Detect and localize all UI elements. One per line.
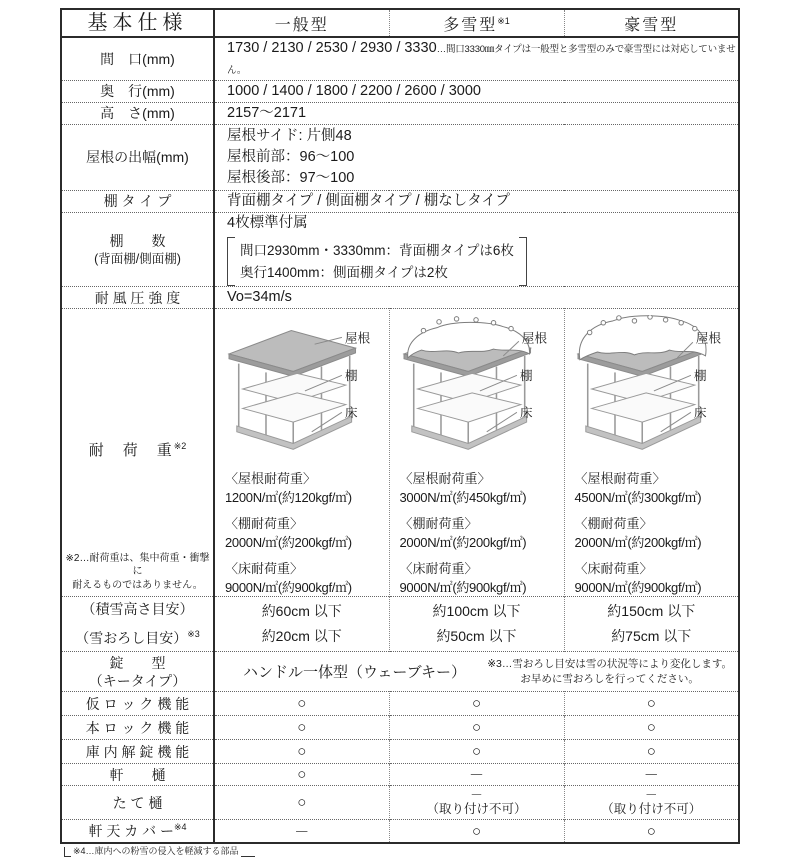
footnote-connector-icon [64, 847, 71, 857]
shed-drawing [229, 331, 356, 450]
row-vertical-gutter [61, 786, 739, 820]
shed-illustration-gosetsu [567, 315, 735, 461]
callout-floor-label: 床 [694, 406, 707, 421]
vertical-gutter-dash: － [470, 788, 483, 803]
snow-cell-general [214, 597, 389, 652]
row-roof-overhang [61, 125, 739, 191]
callout-roof-label: 屋根 [344, 331, 370, 346]
soffit-cover-gosetsu: ○ [564, 820, 739, 843]
row-shelf-count-value [214, 213, 739, 287]
callout-shelf-label: 棚 [519, 369, 532, 384]
inside-unlock-gosetsu: ○ [564, 740, 739, 764]
roof-load-value: 4500N/㎡(約300kgf/㎡) [574, 490, 702, 506]
roof-load-value: 1200N/㎡(約120kgf/㎡) [225, 490, 352, 506]
row-roof-overhang-label: 屋根の出幅(mm) [61, 125, 214, 191]
roof-load-heading: 〈屋根耐荷重〉 [225, 471, 317, 487]
row-eaves-gutter [61, 764, 739, 786]
temp-lock-gosetsu: ○ [564, 692, 739, 716]
row-height-value: 2157～2171 [227, 105, 307, 122]
footnote-3-line2: お早めに雪おろしを行ってください。 [520, 672, 699, 685]
snow-height-value: 約150cm 以下 [607, 603, 696, 620]
shelf-count-label-main: 棚 数 [109, 233, 166, 250]
temp-lock-general: ○ [297, 695, 307, 713]
row-shelf-count [61, 213, 739, 287]
callout-floor-label: 床 [344, 406, 358, 421]
row-wind-resistance-value: Vo=34m/s [227, 289, 292, 306]
lock-type-value: ハンドル一体型（ウェーブキー） [243, 664, 467, 682]
column-header-tasetsu-label: 多雪型 [443, 16, 498, 34]
spec-table [60, 8, 740, 844]
row-soffit-cover [61, 820, 739, 843]
row-lock-type-label [61, 652, 214, 692]
column-header-tasetsu [389, 9, 564, 37]
row-roof-overhang-value [214, 125, 739, 191]
load-values-gosetsu [565, 468, 739, 596]
soffit-cover-footnote-ref: ※4 [174, 821, 187, 832]
floor-load-heading: 〈床耐荷重〉 [225, 561, 304, 577]
roof-load-value: 3000N/㎡(約450kgf/㎡) [399, 490, 527, 506]
load-bearing-label [62, 441, 213, 461]
snow-height-value: 約60cm 以下 [261, 603, 342, 620]
load-cell-tasetsu [389, 309, 564, 597]
shed-illustration-general [218, 315, 386, 461]
snow-removal-footnote-ref: ※3 [187, 629, 200, 640]
floor-load-value: 9000N/㎡(約900kgf/㎡) [399, 580, 527, 596]
row-wind-resistance-label: 耐 風 圧 強 度 [61, 287, 214, 309]
shelf-load-heading: 〈棚耐荷重〉 [225, 516, 304, 532]
eaves-gutter-general: ○ [297, 766, 307, 784]
vertical-gutter-gosetsu [564, 786, 739, 820]
vertical-gutter-note: （取り付け不可） [426, 801, 527, 816]
load-cell-general [214, 309, 389, 597]
footnote-4 [64, 844, 740, 857]
roof-front-value: 屋根前部：96～100 [227, 149, 355, 166]
row-temp-lock-label: 仮 ロ ッ ク 機 能 [61, 692, 214, 716]
spec-sheet [60, 8, 740, 857]
header-row [61, 9, 739, 37]
floor-load-value: 9000N/㎡(約900kgf/㎡) [225, 580, 352, 596]
row-snow-guideline-label [61, 597, 214, 652]
snow-cell-tasetsu [389, 597, 564, 652]
soffit-cover-label-text: 軒 天 カ バ ー [88, 822, 174, 839]
shelf-load-heading: 〈棚耐荷重〉 [574, 516, 653, 532]
main-lock-tasetsu: ○ [389, 716, 564, 740]
load-bearing-label-text: 耐 荷 重 [88, 442, 174, 460]
load-values-tasetsu [390, 468, 564, 596]
row-inside-unlock [61, 740, 739, 764]
snow-height-label: （積雪高さ目安） [81, 601, 194, 618]
row-soffit-cover-label [61, 820, 214, 843]
shelf-count-exception-2: 奥行1400mm：側面棚タイプは2枚 [240, 264, 448, 280]
row-load-bearing [61, 309, 739, 597]
column-header-general [214, 9, 389, 37]
snow-height-value: 約100cm 以下 [432, 603, 521, 620]
row-shelf-type-label: 棚 タ イ プ [61, 191, 214, 213]
snow-removal-value: 約50cm 以下 [436, 628, 517, 645]
shelf-load-value: 2000N/㎡(約200kgf/㎡) [225, 535, 352, 551]
row-main-lock [61, 716, 739, 740]
shelf-count-standard: 4枚標準付属 [227, 215, 308, 232]
row-width-value [214, 37, 739, 81]
shelf-count-exception-1: 間口2930mm・3330mm：背面棚タイプは6枚 [240, 243, 514, 259]
callout-floor-label: 床 [519, 406, 532, 421]
bracket-right-icon [519, 237, 527, 286]
snow-removal-label [62, 622, 213, 651]
column-header-general-label: 一般型 [274, 16, 329, 34]
vertical-gutter-general: ○ [297, 794, 307, 812]
shelf-load-heading: 〈棚耐荷重〉 [399, 516, 478, 532]
footnote-2 [62, 552, 213, 593]
floor-load-value: 9000N/㎡(約900kgf/㎡) [574, 580, 702, 596]
row-depth-label: 奥 行(mm) [61, 81, 214, 103]
row-eaves-gutter-label: 軒 樋 [61, 764, 214, 786]
snow-removal-value: 約20cm 以下 [261, 628, 342, 645]
row-shelf-type-value: 背面棚タイプ / 側面棚タイプ / 棚なしタイプ [227, 193, 510, 210]
row-depth-value: 1000 / 1400 / 1800 / 2200 / 2600 / 3000 [227, 83, 481, 100]
shed-illustration-tasetsu [393, 315, 561, 461]
row-main-lock-label: 本 ロ ッ ク 機 能 [61, 716, 214, 740]
snow-cell-gosetsu [564, 597, 739, 652]
temp-lock-tasetsu: ○ [389, 692, 564, 716]
bracket-left-icon [227, 237, 235, 286]
row-wind-resistance [61, 287, 739, 309]
soffit-cover-general: － [294, 823, 310, 841]
main-lock-general: ○ [297, 719, 307, 737]
floor-load-heading: 〈床耐荷重〉 [399, 561, 478, 577]
row-lock-type [61, 652, 739, 692]
lock-type-content [215, 655, 738, 688]
callout-shelf-label: 棚 [344, 369, 358, 384]
width-note: …間口3330㎜タイプは一般型と多雪型のみで豪雪型には対応していません。 [227, 44, 736, 77]
shelf-load-value: 2000N/㎡(約200kgf/㎡) [399, 535, 527, 551]
row-snow-guideline [61, 597, 739, 652]
shelf-count-bracket [227, 237, 527, 286]
row-vertical-gutter-label: た て 樋 [61, 786, 214, 820]
roof-load-heading: 〈屋根耐荷重〉 [399, 471, 491, 487]
width-values: 1730 / 2130 / 2530 / 2930 / 3330 [227, 40, 437, 56]
load-cell-gosetsu [564, 309, 739, 597]
floor-load-heading: 〈床耐荷重〉 [574, 561, 653, 577]
vertical-gutter-dash: － [644, 788, 658, 803]
eaves-gutter-gosetsu: － [564, 764, 739, 786]
footnote-2-line1: ※2…耐荷重は、集中荷重・衝撃に [65, 552, 210, 578]
vertical-gutter-note: （取り付け不可） [601, 801, 702, 816]
snow-removal-label-text: （雪おろし目安） [75, 630, 188, 647]
lock-type-label-sub: （キータイプ） [88, 672, 187, 689]
row-height-label: 高 さ(mm) [61, 103, 214, 125]
inside-unlock-general: ○ [297, 743, 307, 761]
row-load-bearing-label [61, 309, 214, 597]
table-title: 基本仕様 [61, 9, 214, 37]
callout-shelf-label: 棚 [694, 369, 707, 384]
footnote-2-line2: 耐えるものではありません。 [72, 579, 203, 591]
row-inside-unlock-label: 庫 内 解 錠 機 能 [61, 740, 214, 764]
footnote-3 [487, 657, 732, 686]
soffit-cover-tasetsu: ○ [389, 820, 564, 843]
callout-roof-label: 屋根 [696, 331, 722, 346]
row-shelf-type [61, 191, 739, 213]
vertical-gutter-tasetsu [389, 786, 564, 820]
row-temp-lock [61, 692, 739, 716]
row-height [61, 103, 739, 125]
footnote-3-line1: ※3…雪おろし目安は雪の状況等により変化します。 [487, 658, 732, 671]
footnote-tail-line-icon [241, 851, 255, 857]
roof-rear-value: 屋根後部：97～100 [227, 170, 355, 187]
callout-roof-label: 屋根 [521, 331, 547, 346]
row-depth [61, 81, 739, 103]
eaves-gutter-tasetsu: － [389, 764, 564, 786]
row-width [61, 37, 739, 81]
snow-removal-value: 約75cm 以下 [611, 628, 692, 645]
row-width-label: 間 口(mm) [61, 37, 214, 81]
lock-type-label-main: 錠 型 [109, 654, 166, 671]
footnote-4-text: ※4…庫内への粉雪の侵入を軽減する部品 [73, 845, 239, 856]
column-header-gosetsu-label: 豪雪型 [624, 16, 679, 34]
main-lock-gosetsu: ○ [564, 716, 739, 740]
column-header-gosetsu [564, 9, 739, 37]
row-lock-type-value [214, 652, 739, 692]
roof-load-heading: 〈屋根耐荷重〉 [574, 471, 666, 487]
roof-side-value: 屋根サイド: 片側48 [227, 128, 352, 145]
load-values-general [215, 468, 389, 596]
row-shelf-count-label [61, 213, 214, 287]
shelf-count-label-sub: (背面棚/側面棚) [94, 251, 181, 266]
tasetsu-footnote-ref: ※1 [497, 15, 510, 26]
load-bearing-footnote-ref: ※2 [173, 441, 187, 452]
shelf-load-value: 2000N/㎡(約200kgf/㎡) [574, 535, 702, 551]
inside-unlock-tasetsu: ○ [389, 740, 564, 764]
